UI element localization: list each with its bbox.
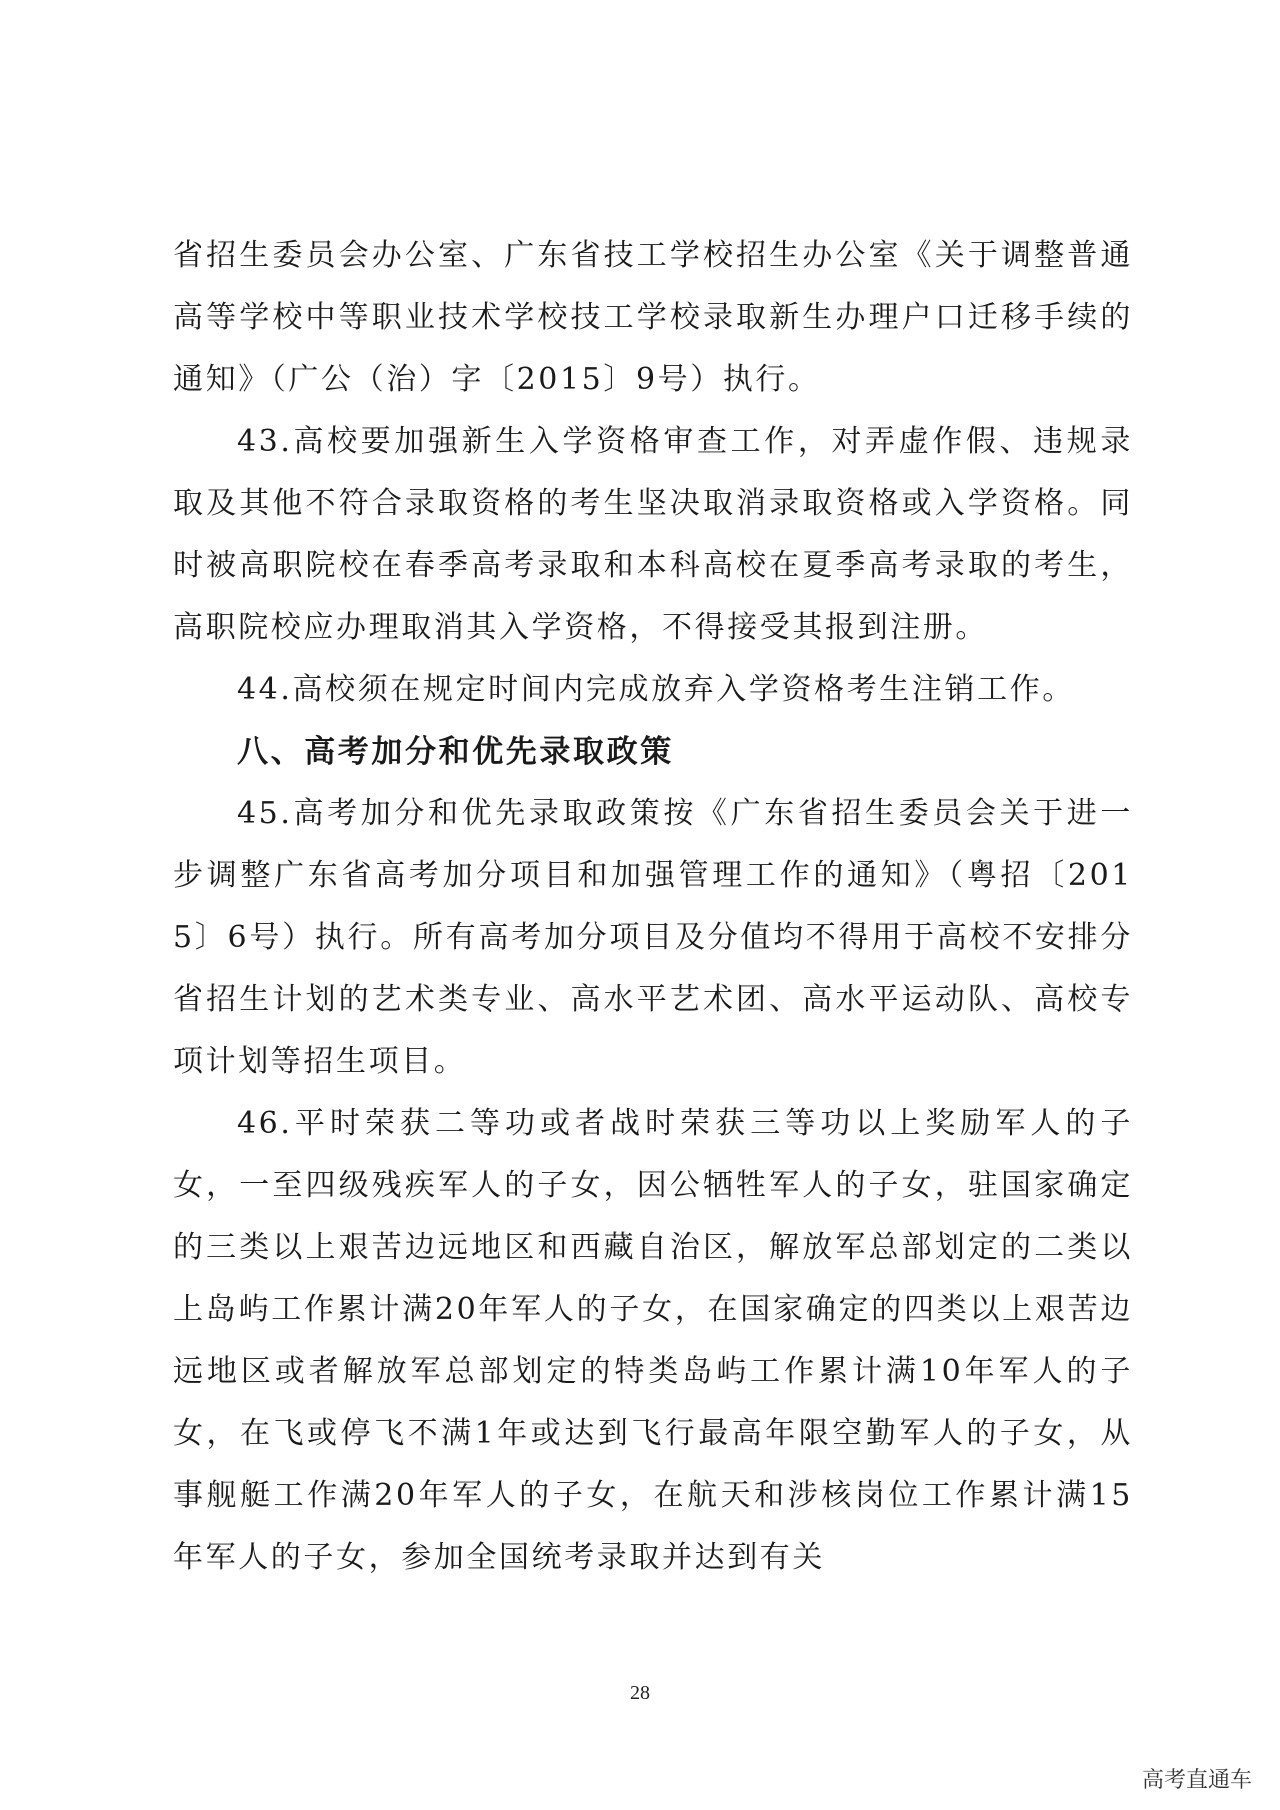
paragraph-44: 44.高校须在规定时间内完成放弃入学资格考生注销工作。 xyxy=(237,672,1075,707)
section-heading: 八、高考加分和优先录取政策 xyxy=(237,734,674,770)
paragraph-45: 45.高考加分和优先录取政策按《广东省招生委员会关于进一步调整广东省高考加分项目和加强管理工作的通知》（粤招〔2015〕6号）执行。所有高考加分项目及分值均不得用于高校不安排分省招生计划的艺术类专业、高水平艺术团、高水平运动队、高校专项计划等招生项目。 xyxy=(173,796,1133,1079)
watermark: 高考直通车 xyxy=(1136,1761,1258,1796)
paragraph-continued: 省招生委员会办公室、广东省技工学校招生办公室《关于调整普通高等学校中等职业技术学校技工学校录取新生办理户口迁移手续的通知》（广公（治）字〔2015〕9号）执行。 xyxy=(173,238,1133,397)
body-text xyxy=(173,225,1133,1589)
paragraph-43: 43.高校要加强新生入学资格审查工作，对弄虚作假、违规录取及其他不符合录取资格的考生坚决取消录取资格或入学资格。同时被高职院校在春季高考录取和本科高校在夏季高考录取的考生，高职院校应办理取消其入学资格，不得接受其报到注册。 xyxy=(173,424,1133,645)
paragraph-46: 46.平时荣获二等功或者战时荣获三等功以上奖励军人的子女，一至四级残疾军人的子女，因公牺牲军人的子女，驻国家确定的三类以上艰苦边远地区和西藏自治区，解放军总部划定的二类以上岛屿工作累计满20年军人的子女，在国家确定的四类以上艰苦边远地区或者解放军总部划定的特类岛屿工作累计满10年军人的子女，在飞或停飞不满1年或达到飞行最高年限空勤军人的子女，从事舰艇工作满20年军人的子女，在航天和涉核岗位工作累计满15年军人的子女，参加全国统考录取并达到有关 xyxy=(173,1106,1133,1575)
page-number: 28 xyxy=(630,1682,650,1704)
